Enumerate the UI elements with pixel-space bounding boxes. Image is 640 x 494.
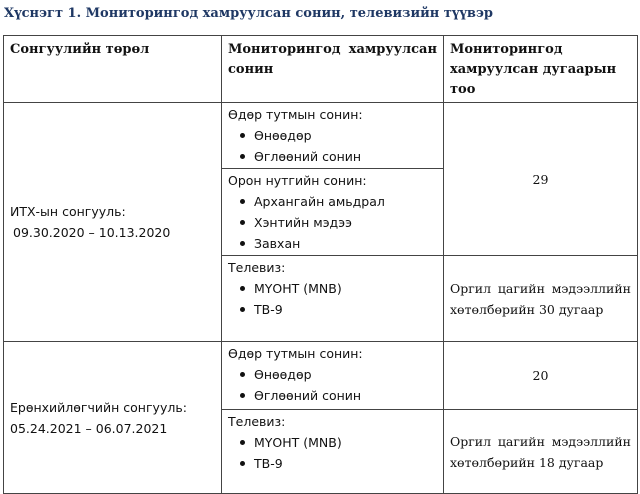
- list-item: ТВ-9: [228, 299, 437, 320]
- list-item: Өглөөний сонин: [228, 385, 437, 406]
- list-item: Архангайн амьдрал: [228, 191, 437, 212]
- list-item: ТВ-9: [228, 453, 437, 474]
- group-label: Телевиз:: [228, 414, 286, 429]
- header-newspapers-line1: Мониторингод хамруулсан: [228, 42, 437, 57]
- group-label: Телевиз:: [228, 260, 286, 275]
- tv-issue-count-line1: Оргил цагийн мэдээллийн: [450, 433, 631, 449]
- election-type-dates: 05.24.2021 – 06.07.2021: [10, 420, 168, 436]
- election-type-dates: 09.30.2020 – 10.13.2020: [13, 225, 171, 240]
- issue-count-cell: 29: [444, 103, 638, 256]
- tv-issue-count-line1: Оргил цагийн мэдээллийн: [450, 280, 631, 296]
- header-issue-count-line2: хамруулсан дугаарын тоо: [450, 62, 617, 97]
- election-type-cell: [4, 342, 222, 494]
- table-row: [4, 103, 638, 169]
- list-item: Өглөөний сонин: [228, 146, 437, 167]
- tv-issue-count-cell: [444, 256, 638, 342]
- group-label: Өдөр тутмын сонин:: [228, 346, 363, 361]
- newspaper-group: [222, 103, 444, 169]
- list-item: Өнөөдөр: [228, 125, 437, 146]
- tv-group: [222, 410, 444, 494]
- newspaper-list: [228, 125, 437, 167]
- list-item: МҮОНТ (MNB): [228, 432, 437, 453]
- list-item: Завхан: [228, 233, 437, 254]
- header-newspapers-line2: сонин: [228, 62, 274, 77]
- table-caption: Хүснэгт 1. Мониторингод хамруулсан сонин, телевизийн түүвэр: [4, 6, 493, 21]
- election-type-name: ИТХ-ын сонгууль:: [10, 204, 126, 219]
- table-row: [4, 342, 638, 410]
- election-type-name: Ерөнхийлөгчийн сонгууль:: [10, 399, 187, 415]
- monitoring-sample-table: [3, 35, 638, 494]
- tv-list: [228, 278, 437, 320]
- newspaper-list: [228, 364, 437, 406]
- tv-group: [222, 256, 444, 342]
- list-item: МҮОНТ (MNB): [228, 278, 437, 299]
- tv-list: [228, 432, 437, 474]
- election-type-cell: [4, 103, 222, 342]
- group-label: Орон нутгийн сонин:: [228, 173, 367, 188]
- tv-issue-count-line2: хөтөлбөрийн 30 дугаар: [450, 301, 604, 317]
- newspaper-list: [228, 191, 437, 254]
- newspaper-group: [222, 169, 444, 256]
- header-issue-count-line1: Мониторингод: [450, 42, 563, 57]
- issue-count-cell: 20: [444, 342, 638, 410]
- tv-issue-count-line2: хөтөлбөрийн 18 дугаар: [450, 454, 604, 470]
- group-label: Өдөр тутмын сонин:: [228, 107, 363, 122]
- header-election-type: Сонгуулийн төрөл: [4, 36, 222, 103]
- header-newspapers: [222, 36, 444, 103]
- table-header-row: [4, 36, 638, 103]
- list-item: Өнөөдөр: [228, 364, 437, 385]
- tv-issue-count-cell: [444, 410, 638, 494]
- list-item: Хэнтийн мэдээ: [228, 212, 437, 233]
- header-issue-count: [444, 36, 638, 103]
- newspaper-group: [222, 342, 444, 410]
